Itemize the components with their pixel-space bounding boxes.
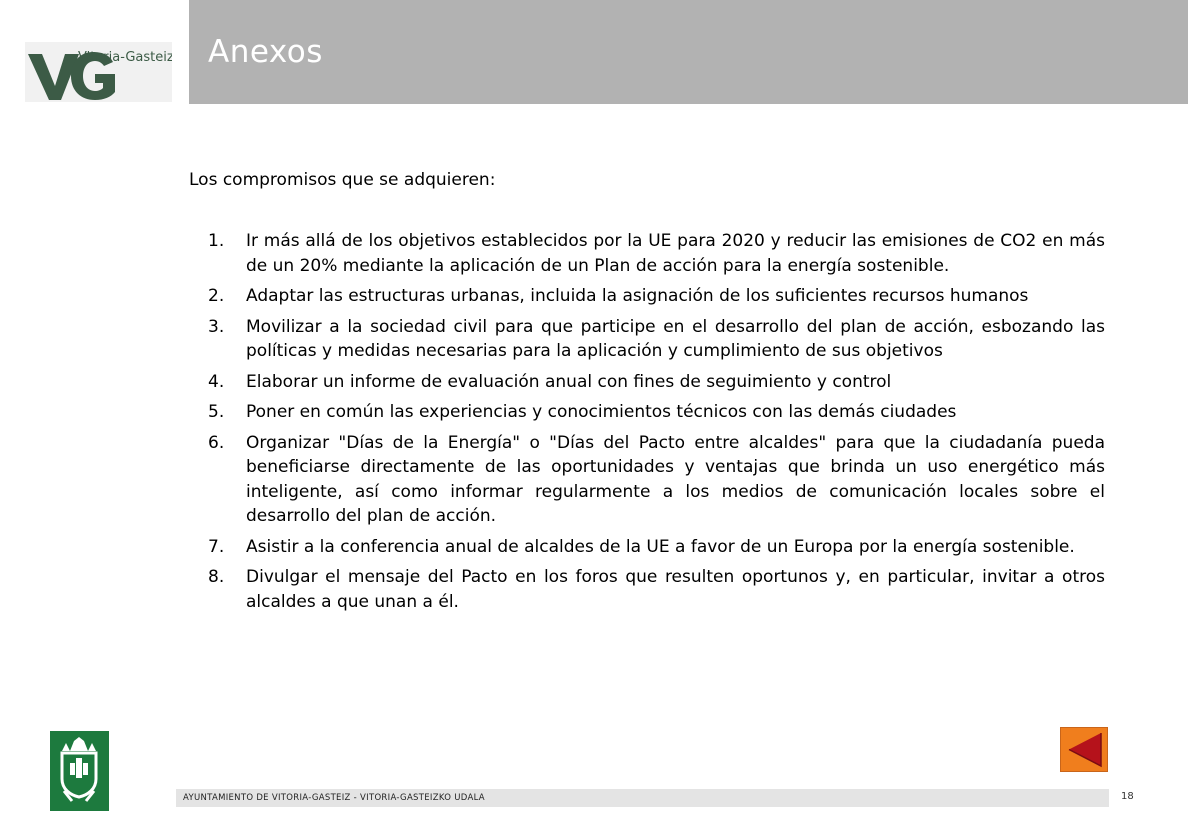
list-item: [208, 565, 1105, 614]
city-crest-icon: [50, 731, 109, 811]
item-number: 2.: [208, 286, 225, 306]
footer-text: AYUNTAMIENTO DE VITORIA-GASTEIZ - VITORIA-GASTEIZKO UDALA: [183, 793, 485, 803]
item-text: Ir más allá de los objetivos establecidos por la UE para 2020 y reducir las emisiones de CO2 en más de un 20% mediante la aplicación de un Plan de acción para la energía sostenible.: [246, 231, 1105, 276]
page-title: Anexos: [208, 34, 323, 70]
item-text: Asistir a la conferencia anual de alcaldes de la UE a favor de un Europa por la energía sostenible.: [246, 536, 1075, 557]
item-number: 4.: [208, 371, 225, 392]
list-item: [208, 535, 1105, 560]
list-item: [208, 431, 1105, 529]
item-text: Divulgar el mensaje del Pacto en los foros que resulten oportunos y, en particular, invitar a otros alcaldes a que unan a él.: [246, 567, 1105, 612]
item-number: 1.: [208, 231, 225, 251]
item-number: 6.: [208, 432, 225, 453]
list-item: [208, 370, 1105, 395]
vitoria-gasteiz-logo: [25, 40, 172, 102]
list-item: [208, 284, 1105, 309]
item-number: 3.: [208, 316, 225, 337]
back-button[interactable]: [1060, 727, 1108, 772]
item-text: Organizar "Días de la Energía" o "Días del Pacto entre alcaldes" para que la ciudadanía pueda beneficiarse directamente de las oportunidades y ventajas que brinda un uso energético más inteligente, así como informar regularmente a los medios de comunicación locales sobre el desarrollo del plan de acción.: [246, 432, 1105, 526]
item-number: 8.: [208, 567, 225, 587]
item-number: 7.: [208, 536, 225, 557]
list-item: [208, 400, 1105, 425]
item-text: Elaborar un informe de evaluación anual con fines de seguimiento y control: [246, 371, 892, 392]
triangle-left-icon: [1061, 728, 1107, 771]
logo-mark: [25, 40, 172, 102]
item-text: Poner en común las experiencias y conocimientos técnicos con las demás ciudades: [246, 402, 957, 422]
item-text: Movilizar a la sociedad civil para que participe en el desarrollo del plan de acción, esbozando las políticas y medidas necesarias para la aplicación y cumplimiento de sus objetivos: [246, 316, 1105, 361]
item-number: 5.: [208, 402, 225, 422]
header-band: [189, 0, 1188, 104]
list-item: [208, 315, 1105, 364]
list-item: [208, 229, 1105, 278]
commitments-list: [208, 229, 1105, 620]
page-number: 18: [1121, 791, 1134, 802]
logo-text: Vitoria-Gasteiz: [78, 50, 172, 65]
intro-text: Los compromisos que se adquieren:: [189, 170, 496, 190]
item-text: Adaptar las estructuras urbanas, incluida la asignación de los suficientes recursos humanos: [246, 286, 1029, 306]
